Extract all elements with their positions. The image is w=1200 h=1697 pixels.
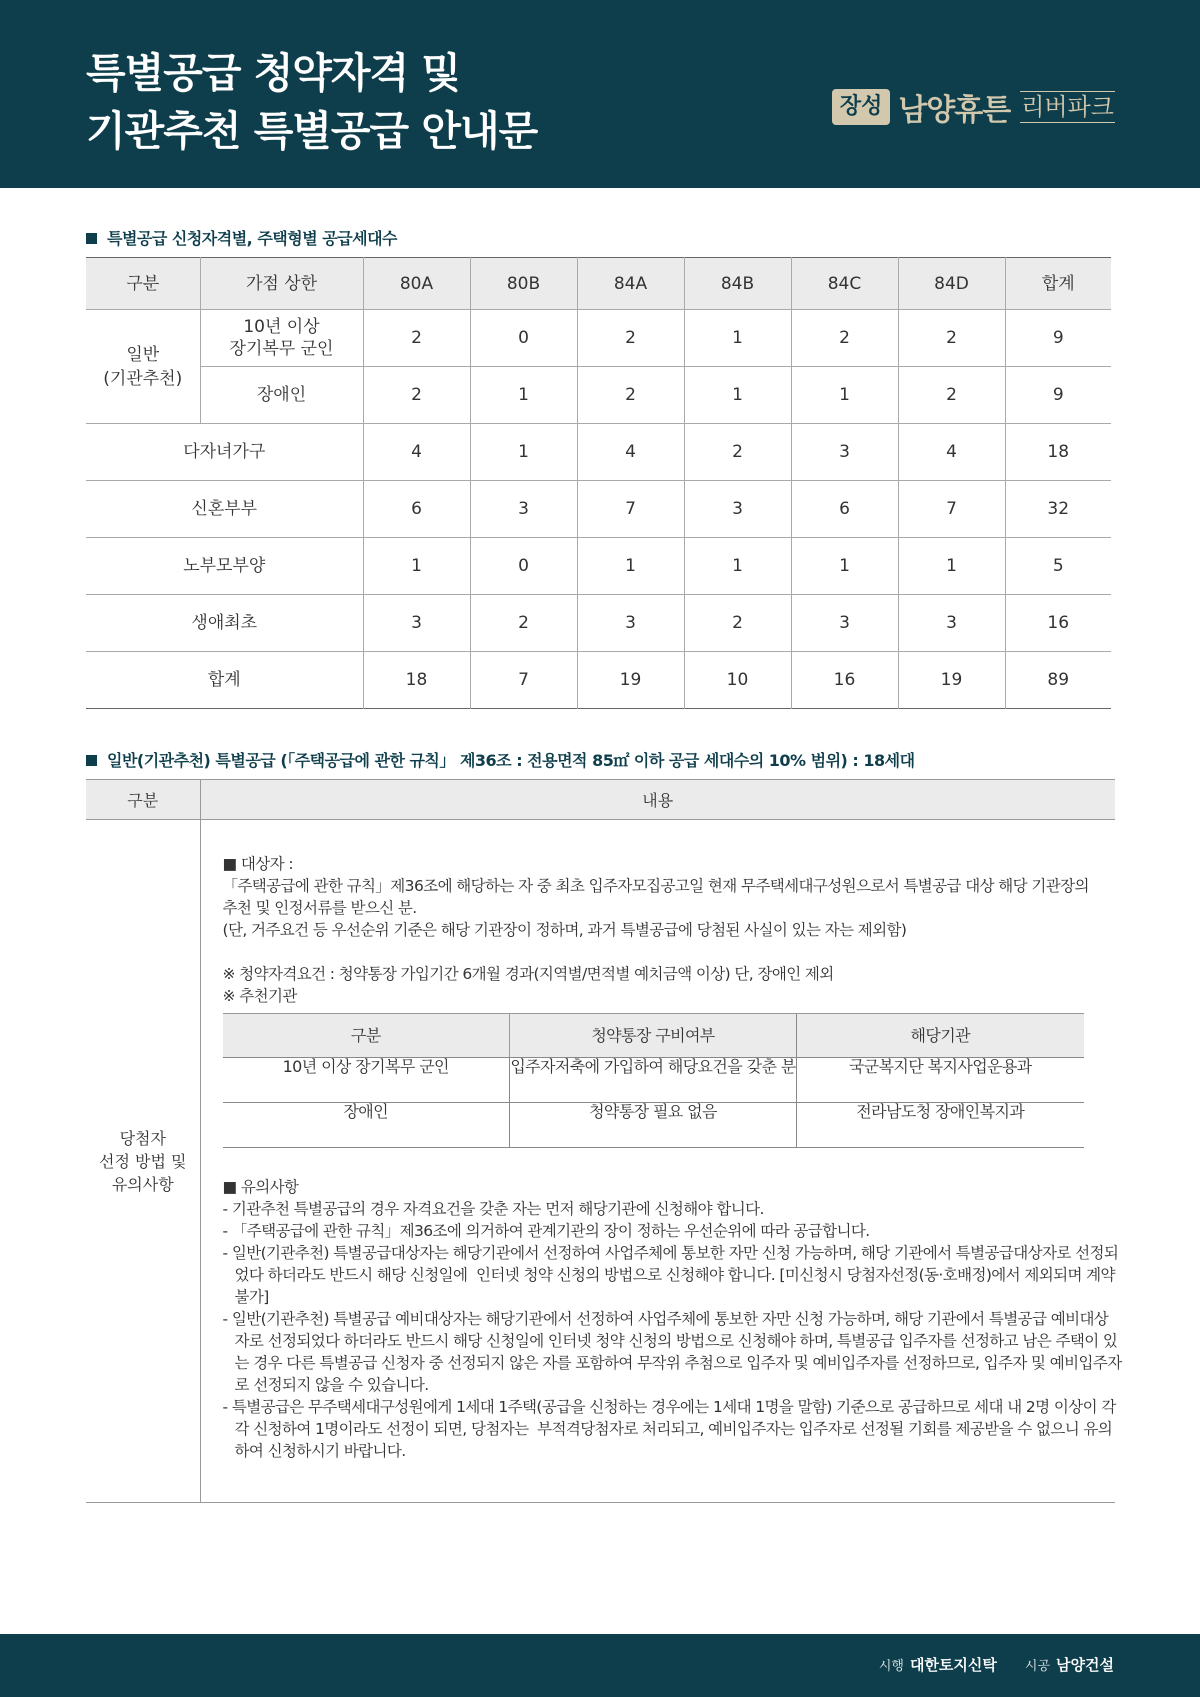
table-cell: 1 [791,367,898,424]
table-cell: 16 [791,652,898,709]
table-row [86,310,1111,367]
brand-subname: 리버파크 [1021,93,1114,121]
table-cell: 6 [363,481,470,538]
table-row [86,652,1111,709]
header-cell: 84C [791,258,898,310]
table-cell: 국군복지단 복지사업운용과 [797,1058,1084,1103]
header-cell: 가점 상한 [200,258,363,310]
table-cell: 2 [363,310,470,367]
table-cell: 1 [684,538,791,595]
target-heading: ■ 대상자 : [222,855,293,873]
brand-region-tag: 장성 [832,89,891,125]
row-label: 다자녀가구 [86,424,363,481]
table-cell: 7 [470,652,577,709]
table-cell: 1 [684,367,791,424]
square-bullet-icon [86,755,97,766]
table-cell: 3 [791,424,898,481]
table-cell: 2 [684,424,791,481]
table-cell: 4 [363,424,470,481]
table-row [86,367,1111,424]
table-cell: 4 [898,424,1005,481]
square-bullet-icon [86,233,97,244]
table-cell: 1 [363,538,470,595]
header-cell: 84D [898,258,1005,310]
table-cell: 1 [470,367,577,424]
brand-logo [832,87,1115,127]
row-sub-label: 10년 이상 장기복무 군인 [200,310,363,367]
row-label-text: 당첨자 선정 방법 및 유의사항 [99,1128,187,1194]
table-cell: 10 [684,652,791,709]
table-cell: 18 [1005,424,1111,481]
table-cell: 18 [363,652,470,709]
row-label: 노부모부양 [86,538,363,595]
builder-name: 남양건설 [1056,1656,1114,1674]
table-row [223,1058,1084,1103]
table-cell: 3 [791,595,898,652]
table-cell: 7 [898,481,1005,538]
table-cell: 2 [363,367,470,424]
table-cell: 3 [363,595,470,652]
table-cell: 청약통장 필요 없음 [510,1103,797,1148]
table-cell: 1 [898,538,1005,595]
row-group-label: 일반 (기관추천) [86,310,200,424]
section1-title [86,226,397,249]
table-header-row [86,258,1111,310]
table-cell: 1 [577,538,684,595]
eligibility-note: ※ 청약자격요건 : 청약통장 가입기간 6개월 경과(지역별/면적별 예치금액 이상) 단, 장애인 제외 [222,965,834,983]
table-cell: 3 [898,595,1005,652]
notes-heading: ■ 유의사항 [222,1178,299,1196]
title-line-1: 특별공급 청약자격 및 [86,49,461,97]
table-row [86,424,1111,481]
table-cell: 3 [577,595,684,652]
header-cell: 구분 [86,780,200,820]
page-title [86,44,537,160]
table-cell: 5 [1005,538,1111,595]
table-cell: 전라남도청 장애인복지과 [797,1103,1084,1148]
table-cell: 1 [470,424,577,481]
supply-count-table [86,257,1111,709]
row-sub-label: 장애인 [200,367,363,424]
section2-title-text: 일반(기관추천) 특별공급 (「주택공급에 관한 규칙」 제36조 : 전용면적 85㎡ 이하 공급 세대수의 10% 범위) : 18세대 [107,751,915,770]
agency-heading: ※ 추천기관 [222,987,297,1005]
table-cell: 16 [1005,595,1111,652]
row-label: 신혼부부 [86,481,363,538]
notes-list [223,1198,1123,1462]
table-header-row [223,1014,1084,1058]
page-header [0,0,1200,188]
table-cell: 장애인 [343,1102,389,1121]
section2-title [86,748,915,771]
note-item: - 「주택공급에 관한 규칙」제36조에 의거하여 관계기관의 장이 정하는 우선순위에 따라 공급합니다. [222,1222,870,1240]
institution-recommendation-table [86,779,1122,1503]
table-cell: 2 [791,310,898,367]
table-row [86,538,1111,595]
content-body [223,853,1123,1462]
developer-name: 대한토지신탁 [909,1656,997,1674]
table-cell: 1 [791,538,898,595]
page-footer [0,1634,1200,1697]
table-cell: 2 [577,367,684,424]
note-item: - 특별공급은 무주택세대구성원에게 1세대 1주택(공급을 신청하는 경우에는 1세대 1명을 말함) 기준으로 공급하므로 세대 내 2명 이상이 각각 신청하여 1명이라도 선정이 되면, 당첨자는 부적격당첨자로 처리되고, 예비입주자는 입주자로 선정될 기회를 제공받을 수 없으니 유의하여 신청하시기 바랍니다. [222,1398,1116,1460]
table-cell: 3 [684,481,791,538]
row-label: 합계 [207,670,241,690]
note-item: - 일반(기관추천) 특별공급대상자는 해당기관에서 선정하여 사업주체에 통보한 자만 신청 가능하며, 해당 기관에서 특별공급대상자로 선정되었다 하더라도 반드시 해당 신청일에 인터넷 청약 신청의 방법으로 신청해야 합니다. [미신청시 당첨자선정(동·호배정)에서 제외되며 계약불가] [222,1244,1119,1306]
header-cell: 80B [470,258,577,310]
agency-table [223,1013,1084,1148]
table-cell: 1 [684,310,791,367]
header-cell: 구분 [86,258,200,310]
header-cell: 해당기관 [797,1014,1084,1058]
section1-title-text: 특별공급 신청자격별, 주택형별 공급세대수 [107,229,397,248]
header-cell: 84A [577,258,684,310]
table-cell: 32 [1005,481,1111,538]
table-cell: 2 [577,310,684,367]
table-row [86,595,1111,652]
content-cell [200,820,1122,1503]
table-cell: 3 [470,481,577,538]
table-row [86,820,1115,1503]
header-cell: 내용 [200,780,1115,820]
table-cell: 10년 이상 장기복무 군인 [223,1058,510,1103]
table-cell: 7 [577,481,684,538]
header-cell: 84B [684,258,791,310]
table-cell: 입주자저축에 가입하여 해당요건을 갖춘 분 [510,1058,797,1103]
table-cell: 2 [470,595,577,652]
table-cell: 0 [470,310,577,367]
header-cell: 합계 [1005,258,1111,310]
header-cell: 청약통장 구비여부 [510,1014,797,1058]
table-cell: 19 [898,652,1005,709]
footer-credits [879,1654,1114,1675]
title-line-2: 기관추천 특별공급 안내문 [86,107,538,155]
target-line: 추천 및 인정서류를 받으신 분. [222,899,417,917]
table-cell: 0 [470,538,577,595]
table-header-row [86,780,1115,820]
table-cell: 89 [1005,652,1111,709]
table-row [223,1103,1084,1148]
table-cell: 9 [1005,367,1111,424]
table-cell: 2 [898,310,1005,367]
table-cell: 2 [684,595,791,652]
brand-name: 남양휴튼 [898,93,1011,128]
target-line: 「주택공급에 관한 규칙」제36조에 해당하는 자 중 최초 입주자모집공고일 현재 무주택세대구성원으로서 특별공급 대상 해당 기관장의 [222,877,1089,895]
table-cell: 19 [577,652,684,709]
table-cell: 4 [577,424,684,481]
row-label: 생애최초 [86,595,363,652]
builder-label: 시공 [1024,1659,1051,1674]
note-item: - 기관추천 특별공급의 경우 자격요건을 갖춘 자는 먼저 해당기관에 신청해야 합니다. [222,1200,764,1218]
table-cell: 2 [898,367,1005,424]
note-item: - 일반(기관추천) 특별공급 예비대상자는 해당기관에서 선정하여 사업주체에 통보한 자만 신청 가능하며, 해당 기관에서 특별공급 예비대상자로 선정되었다 하더라도 반드시 해당 신청일에 인터넷 청약 신청의 방법으로 신청해야 하며, 특별공급 입주자를 선정하고 남은 주택이 있는 경우 다른 특별공급 신청자 중 선정되지 않은 자를 포함하여 무작위 추첨으로 입주자 및 예비입주자를 선정하므로, 입주자 및 예비입주자로 선정되지 않을 수 있습니다. [222,1310,1122,1394]
table-cell: 9 [1005,310,1111,367]
header-cell: 구분 [223,1014,510,1058]
row-label [86,820,200,1503]
table-cell: 6 [791,481,898,538]
table-row [86,481,1111,538]
target-line: (단, 거주요건 등 우선순위 기준은 해당 기관장이 정하며, 과거 특별공급에 당첨된 사실이 있는 자는 제외함) [222,921,907,939]
header-cell: 80A [363,258,470,310]
developer-label: 시행 [878,1659,904,1674]
